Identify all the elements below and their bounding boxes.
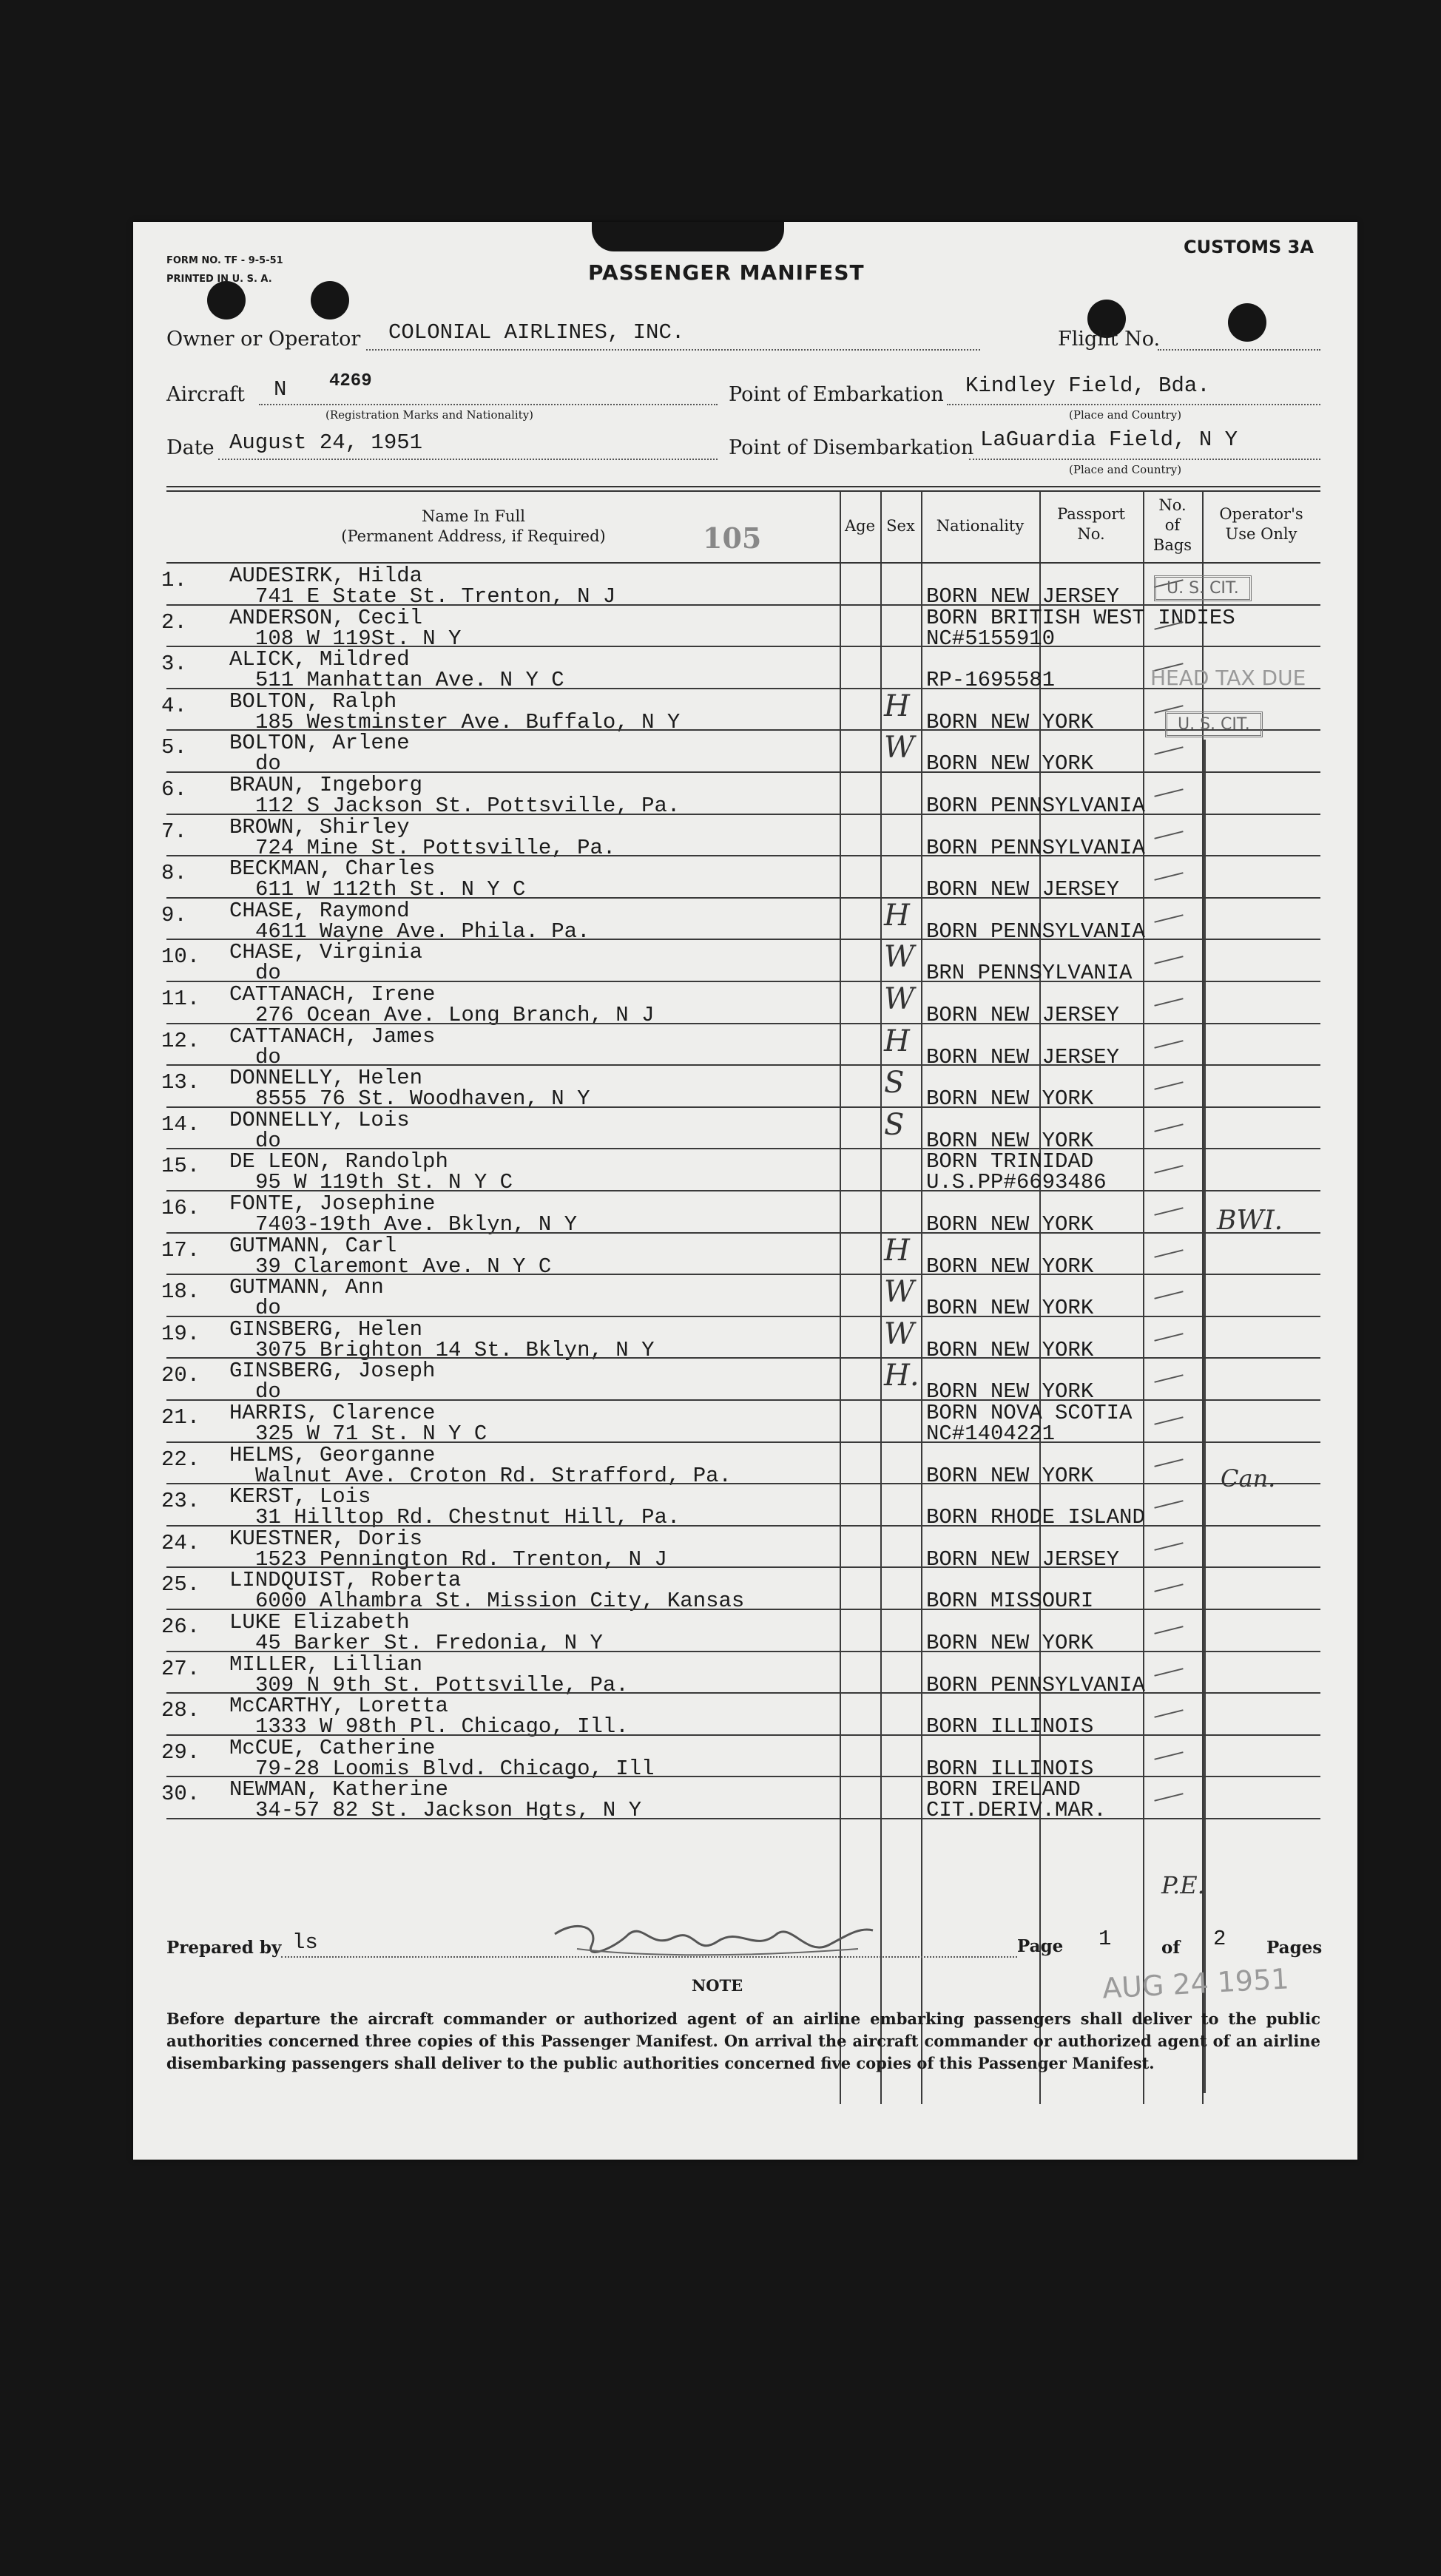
passenger-address: 112 S Jackson St. Pottsville, Pa.	[255, 794, 681, 818]
passenger-address: 39 Claremont Ave. N Y C	[255, 1254, 552, 1279]
passenger-name: GUTMANN, Carl	[229, 1233, 397, 1258]
row-divider	[166, 897, 1320, 899]
note-title: NOTE	[692, 1976, 743, 1995]
check-mark	[1154, 1166, 1183, 1174]
passenger-address: do	[255, 1379, 281, 1404]
passenger-address: 276 Ocean Ave. Long Branch, N J	[255, 1003, 655, 1027]
check-mark	[1154, 872, 1183, 881]
passenger-address: 185 Westminster Ave. Buffalo, N Y	[255, 709, 681, 734]
sex-mark: W	[884, 982, 915, 1016]
passenger-address: 325 W 71 St. N Y C	[255, 1421, 487, 1446]
row-number: 5.	[161, 735, 187, 760]
row-divider	[166, 1148, 1320, 1149]
row-divider	[166, 1064, 1320, 1066]
page-title: PASSENGER MANIFEST	[588, 260, 865, 285]
passenger-name: CATTANACH, James	[229, 1024, 436, 1049]
row-number: 23.	[161, 1489, 200, 1514]
nationality-line-2: BORN ILLINOIS	[926, 1756, 1094, 1781]
row-divider	[166, 604, 1320, 606]
passenger-address: 7403-19th Ave. Bklyn, N Y	[255, 1212, 578, 1237]
row-divider	[166, 1525, 1320, 1527]
passenger-name: BOLTON, Arlene	[229, 731, 410, 756]
nationality-line-2: NC#5155910	[926, 626, 1056, 651]
row-number: 8.	[161, 861, 187, 886]
check-mark	[1154, 1626, 1183, 1634]
sex-mark: S	[884, 1107, 905, 1142]
passenger-address: 724 Mine St. Pottsville, Pa.	[255, 835, 616, 860]
nationality-line-2: BORN PENNSYLVANIA	[926, 835, 1145, 860]
passenger-name: DONNELLY, Helen	[229, 1066, 423, 1091]
row-number: 27.	[161, 1656, 200, 1681]
row-divider	[166, 1399, 1320, 1401]
passenger-name: BECKMAN, Charles	[229, 856, 436, 882]
row-number: 30.	[161, 1782, 200, 1807]
row-divider	[166, 1106, 1320, 1108]
check-mark	[1154, 1123, 1183, 1132]
nationality-line-2: BORN NEW JERSEY	[926, 1044, 1120, 1069]
passenger-name: ALICK, Mildred	[229, 647, 410, 672]
passenger-address: 31 Hilltop Rd. Chestnut Hill, Pa.	[255, 1505, 681, 1530]
passenger-name: ANDERSON, Cecil	[229, 605, 423, 630]
disembarkation-value: LaGuardia Field, N Y	[980, 427, 1238, 452]
nationality-line-2: BORN PENNSYLVANIA	[926, 919, 1145, 944]
passenger-address: do	[255, 751, 281, 777]
row-divider	[166, 1609, 1320, 1610]
passenger-address: 611 W 112th St. N Y C	[255, 877, 526, 902]
nationality-line-2: BORN NEW YORK	[926, 1296, 1094, 1321]
col-header-sex: Sex	[886, 517, 915, 535]
row-number: 16.	[161, 1196, 200, 1220]
passenger-name: DE LEON, Randolph	[229, 1149, 448, 1174]
nationality-line-2: BORN NEW YORK	[926, 1337, 1094, 1362]
note-text: Before departure the aircraft commander or authorized agent of an airline embarking passengers shall deliver to the public authorities concerned three copies of this Passenger Manifest. On arrival the aircraft commander or authorized agent of an airline disembarking passengers shall deliver to the public authorities concerned five copies of this Passenger Manifest.	[166, 2009, 1320, 2072]
nationality-line-2: BORN NEW JERSEY	[926, 877, 1120, 902]
sex-mark: W	[884, 731, 915, 765]
row-divider	[166, 1023, 1320, 1024]
check-mark	[1154, 1668, 1183, 1677]
row-divider	[166, 1776, 1320, 1777]
passenger-address: 1333 W 98th Pl. Chicago, Ill.	[255, 1714, 629, 1740]
nationality-line-2: BRN PENNSYLVANIA	[926, 961, 1133, 986]
row-divider	[166, 771, 1320, 773]
of-label: of	[1161, 1938, 1181, 1958]
col-header-operator: Operator's Use Only	[1219, 505, 1303, 543]
passenger-address: 6000 Alhambra St. Mission City, Kansas	[255, 1589, 745, 1614]
date-value: August 24, 1951	[229, 430, 423, 455]
row-number: 3.	[161, 652, 187, 677]
place-note: (Place and Country)	[1069, 463, 1182, 476]
nationality-line-2: U.S.PP#6693486	[926, 1170, 1107, 1195]
nationality-line-1: BORN NOVA SCOTIA	[926, 1401, 1133, 1425]
sex-mark: H	[884, 689, 910, 723]
row-number: 24.	[161, 1530, 200, 1555]
row-divider	[166, 855, 1320, 856]
passenger-name: DONNELLY, Lois	[229, 1107, 410, 1132]
check-mark	[1154, 1751, 1183, 1760]
passenger-name: BROWN, Shirley	[229, 814, 410, 839]
date-stamp: AUG 24 1951	[1101, 1962, 1290, 2005]
row-number: 26.	[161, 1615, 200, 1639]
passenger-address: Walnut Ave. Croton Rd. Strafford, Pa.	[255, 1463, 732, 1488]
pages-value: 2	[1213, 1927, 1226, 1951]
embarkation-label: Point of Embarkation	[729, 383, 944, 406]
row-divider	[166, 688, 1320, 689]
row-number: 13.	[161, 1070, 200, 1095]
row-number: 14.	[161, 1112, 200, 1137]
nationality-line-2: NC#1404221	[926, 1421, 1056, 1446]
row-divider	[166, 1566, 1320, 1568]
nationality-line-2: BORN NEW YORK	[926, 1631, 1094, 1655]
aircraft-label: Aircraft	[166, 383, 246, 406]
check-mark	[1154, 914, 1183, 923]
punch-hole	[311, 281, 349, 320]
nationality-line-2: BORN NEW YORK	[926, 1254, 1094, 1279]
aircraft-prefix: N	[274, 377, 287, 402]
row-divider	[166, 1441, 1320, 1443]
table-bottom	[166, 1818, 1320, 1819]
check-mark	[1154, 1333, 1183, 1342]
sex-mark: H	[884, 898, 910, 933]
passenger-name: MILLER, Lillian	[229, 1652, 423, 1677]
passenger-name: BRAUN, Ingeborg	[229, 773, 423, 797]
page-label: Page	[1017, 1936, 1064, 1956]
row-divider	[166, 1190, 1320, 1191]
passenger-address: 511 Manhattan Ave. N Y C	[255, 668, 564, 693]
stamp-number: 105	[703, 521, 762, 555]
check-mark	[1154, 1249, 1183, 1258]
nationality-line-2: BORN NEW JERSEY	[926, 1546, 1120, 1572]
registration-note: (Registration Marks and Nationality)	[325, 408, 534, 422]
handwritten-pe: P.E.	[1161, 1871, 1205, 1899]
passenger-name: McCARTHY, Loretta	[229, 1694, 448, 1719]
passenger-name: CHASE, Virginia	[229, 940, 423, 965]
check-mark	[1154, 1375, 1183, 1384]
owner-label: Owner or Operator	[166, 328, 361, 351]
sex-mark: S	[884, 1066, 905, 1101]
check-mark	[1154, 1709, 1183, 1718]
sex-mark: H.	[884, 1359, 919, 1393]
flight-label: Flight No.	[1058, 328, 1161, 351]
passenger-address: do	[255, 1044, 281, 1069]
nationality-line-1: BORN TRINIDAD	[926, 1149, 1094, 1174]
nationality-line-2: BORN NEW YORK	[926, 1379, 1094, 1404]
disembarkation-label: Point of Disembarkation	[729, 436, 974, 459]
passenger-address: 45 Barker St. Fredonia, N Y	[255, 1631, 603, 1655]
passenger-address: 8555 76 St. Woodhaven, N Y	[255, 1086, 590, 1112]
row-divider	[166, 646, 1320, 647]
check-mark	[1154, 1584, 1183, 1593]
passenger-name: McCUE, Catherine	[229, 1735, 436, 1760]
passenger-address: 741 E State St. Trenton, N J	[255, 584, 616, 609]
row-number: 15.	[161, 1154, 200, 1179]
row-number: 4.	[161, 693, 187, 718]
row-number: 29.	[161, 1740, 200, 1765]
embarkation-value: Kindley Field, Bda.	[965, 373, 1210, 398]
handwritten-can: Can.	[1221, 1464, 1276, 1492]
row-divider	[166, 1357, 1320, 1359]
nationality-line-2: BORN NEW JERSEY	[926, 1003, 1120, 1027]
aircraft-value: 4269	[329, 371, 372, 391]
passenger-address: do	[255, 961, 281, 986]
manifest-document	[133, 222, 1357, 2160]
passenger-address: do	[255, 1128, 281, 1153]
passenger-name: BOLTON, Ralph	[229, 689, 397, 714]
row-divider	[166, 1232, 1320, 1234]
row-number: 25.	[161, 1572, 200, 1598]
passenger-name: GUTMANN, Ann	[229, 1275, 384, 1300]
row-divider	[166, 814, 1320, 815]
passenger-address: 309 N 9th St. Pottsville, Pa.	[255, 1672, 629, 1697]
passenger-name: AUDESIRK, Hilda	[229, 564, 423, 588]
check-mark	[1154, 998, 1183, 1007]
place-note: (Place and Country)	[1069, 408, 1182, 422]
row-divider	[166, 1316, 1320, 1317]
passenger-address: 34-57 82 St. Jackson Hgts, N Y	[255, 1798, 642, 1823]
check-mark	[1154, 956, 1183, 965]
page-value: 1	[1099, 1927, 1112, 1951]
prepared-value: ls	[292, 1930, 318, 1955]
row-number: 7.	[161, 819, 187, 844]
passenger-name: KERST, Lois	[229, 1484, 371, 1510]
nationality-line-2: BORN RHODE ISLAND	[926, 1505, 1145, 1530]
nationality-line-2: CIT.DERIV.MAR.	[926, 1798, 1107, 1823]
row-number: 19.	[161, 1321, 200, 1346]
col-header-name: Name In Full (Permanent Address, if Required)	[341, 507, 606, 545]
nationality-line-2: BORN NEW JERSEY	[926, 584, 1120, 609]
passenger-address: 3075 Brighton 14 St. Bklyn, N Y	[255, 1337, 655, 1362]
nationality-line-2: BORN MISSOURI	[926, 1589, 1094, 1614]
check-mark	[1154, 1500, 1183, 1509]
row-number: 12.	[161, 1028, 200, 1053]
check-mark	[1154, 1207, 1183, 1216]
passenger-name: HARRIS, Clarence	[229, 1401, 436, 1425]
nationality-line-2: BORN NEW YORK	[926, 709, 1094, 734]
col-header-age: Age	[844, 517, 876, 535]
sex-mark: W	[884, 940, 915, 975]
nationality-line-2: BORN ILLINOIS	[926, 1714, 1094, 1740]
torn-edge	[592, 222, 784, 251]
check-mark	[1154, 788, 1183, 797]
passenger-address: 79-28 Loomis Blvd. Chicago, Ill	[255, 1756, 655, 1781]
punch-hole	[207, 281, 246, 320]
pages-label: Pages	[1266, 1938, 1323, 1958]
check-mark	[1154, 1416, 1183, 1425]
passenger-name: FONTE, Josephine	[229, 1191, 436, 1216]
customs-code: CUSTOMS 3A	[1184, 237, 1314, 257]
passenger-name: CHASE, Raymond	[229, 898, 410, 923]
check-mark	[1154, 1458, 1183, 1467]
sex-mark: H	[884, 1233, 910, 1268]
prepared-label: Prepared by	[166, 1938, 282, 1958]
check-mark	[1154, 747, 1183, 756]
form-number: FORM NO. TF - 9-5-51	[166, 255, 283, 266]
check-mark	[1154, 1040, 1183, 1049]
nationality-line-1: BORN BRITISH WEST INDIES	[926, 605, 1235, 630]
sex-mark: H	[884, 1024, 910, 1058]
row-number: 1.	[161, 568, 187, 592]
row-divider	[166, 1734, 1320, 1736]
passenger-name: GINSBERG, Helen	[229, 1316, 423, 1342]
check-mark	[1154, 1542, 1183, 1551]
printed-note: PRINTED IN U. S. A.	[166, 274, 272, 285]
nationality-line-2: BORN NEW YORK	[926, 1086, 1094, 1112]
head-tax-stamp: HEAD TAX DUE	[1150, 666, 1306, 690]
passenger-address: 95 W 119th St. N Y C	[255, 1170, 513, 1195]
row-divider	[166, 1692, 1320, 1694]
passenger-name: GINSBERG, Joseph	[229, 1359, 436, 1384]
row-divider	[166, 1483, 1320, 1484]
row-number: 17.	[161, 1237, 200, 1262]
passenger-name: LUKE Elizabeth	[229, 1610, 410, 1634]
col-header-bags: No. of Bags	[1153, 496, 1192, 554]
col-header-nationality: Nationality	[936, 517, 1025, 535]
nationality-line-2: RP-1695581	[926, 668, 1056, 693]
nationality-line-2: BORN PENNSYLVANIA	[926, 794, 1145, 818]
passenger-address: 108 W 119St. N Y	[255, 626, 462, 651]
row-number: 11.	[161, 987, 200, 1011]
passenger-name: CATTANACH, Irene	[229, 982, 436, 1007]
us-citizen-stamp: U. S. CIT.	[1165, 711, 1263, 737]
passenger-address: 4611 Wayne Ave. Phila. Pa.	[255, 919, 590, 944]
sex-mark: W	[884, 1316, 915, 1351]
row-number: 10.	[161, 944, 200, 970]
row-number: 6.	[161, 777, 187, 802]
nationality-line-2: BORN PENNSYLVANIA	[926, 1672, 1145, 1697]
row-divider	[166, 981, 1320, 982]
row-number: 20.	[161, 1363, 200, 1388]
punch-hole	[1228, 303, 1266, 342]
check-mark	[1154, 1794, 1183, 1802]
passenger-name: NEWMAN, Katherine	[229, 1777, 448, 1802]
passenger-name: LINDQUIST, Roberta	[229, 1568, 462, 1593]
nationality-line-1: BORN IRELAND	[926, 1777, 1081, 1802]
col-header-passport: Passport No.	[1057, 505, 1125, 543]
passenger-name: KUESTNER, Doris	[229, 1526, 423, 1551]
row-number: 22.	[161, 1447, 200, 1472]
row-number: 28.	[161, 1698, 200, 1723]
row-divider	[166, 1274, 1320, 1275]
check-mark	[1154, 1081, 1183, 1090]
passenger-address: 1523 Pennington Rd. Trenton, N J	[255, 1546, 667, 1572]
check-mark	[1154, 1291, 1183, 1299]
nationality-line-2: BORN NEW YORK	[926, 1463, 1094, 1488]
row-number: 18.	[161, 1279, 200, 1305]
passenger-name: HELMS, Georganne	[229, 1442, 436, 1467]
owner-value: COLONIAL AIRLINES, INC.	[388, 320, 685, 345]
nationality-line-2: BORN NEW YORK	[926, 1212, 1094, 1237]
nationality-line-2: BORN NEW YORK	[926, 751, 1094, 777]
row-divider	[166, 1651, 1320, 1652]
sex-mark: W	[884, 1275, 915, 1310]
row-divider	[166, 939, 1320, 940]
date-label: Date	[166, 436, 215, 459]
us-citizen-stamp: U. S. CIT.	[1154, 575, 1252, 601]
row-number: 2.	[161, 609, 187, 635]
nationality-line-2: BORN NEW YORK	[926, 1128, 1094, 1153]
check-mark	[1154, 831, 1183, 839]
passenger-address: do	[255, 1296, 281, 1321]
row-number: 21.	[161, 1405, 200, 1430]
handwritten-bwi: BWI.	[1217, 1206, 1283, 1236]
signature	[547, 1904, 880, 1971]
row-divider	[166, 729, 1320, 731]
row-number: 9.	[161, 902, 187, 927]
